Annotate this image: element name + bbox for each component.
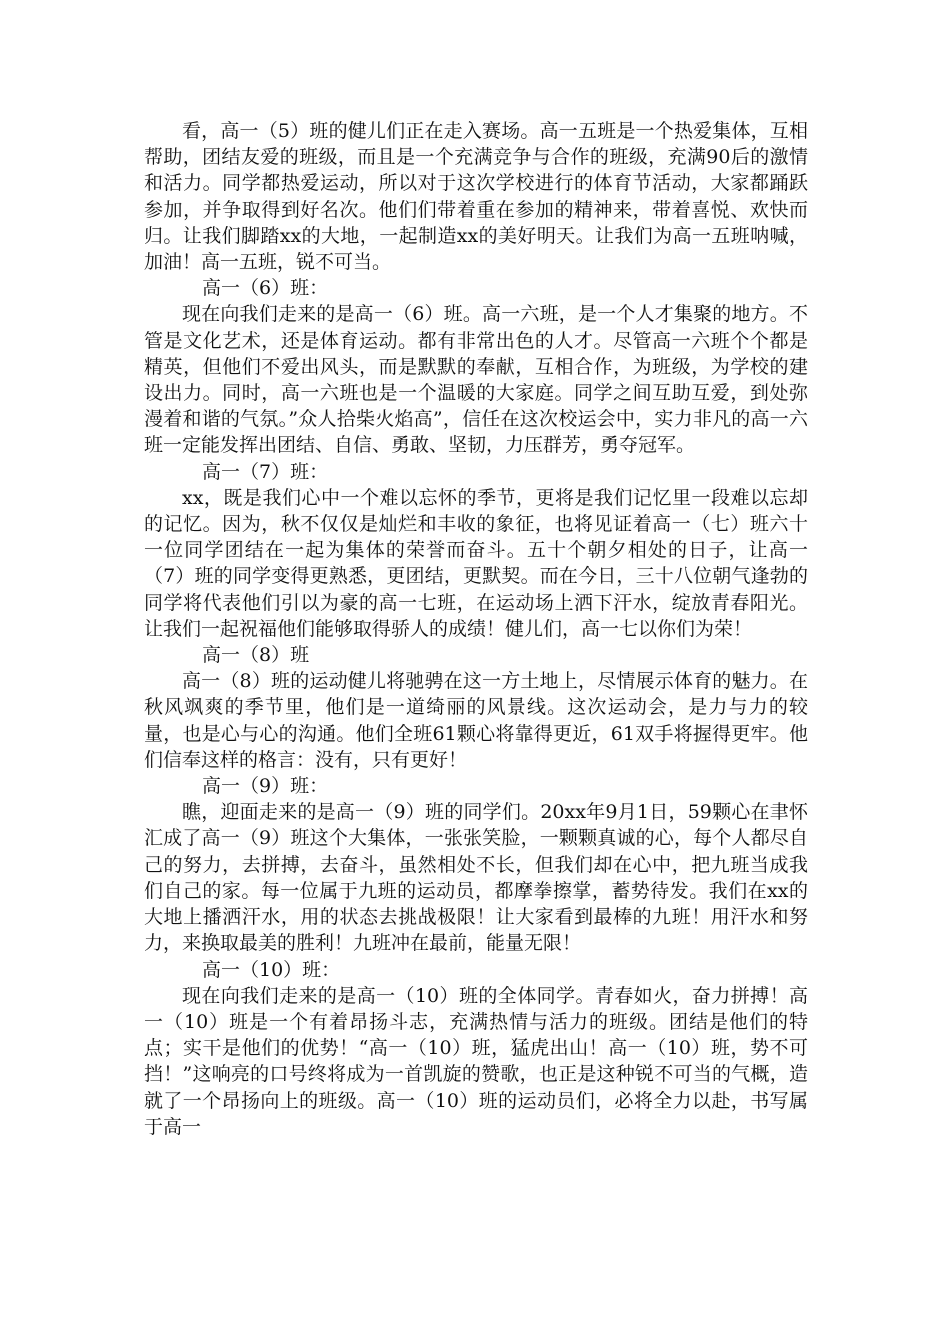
paragraph-class-9: 瞧，迎面走来的是高一（9）班的同学们。20xx年9月1日，59颗心在聿怀汇成了高一（9）班这个大集体，一张张笑脸，一颗颗真诚的心，每个人都尽自己的努力，去拼搏，去奋斗，虽然相处不长，但我们却在心中，把九班当成我们自己的家。每一位属于九班的运动员，都摩拳擦掌，蓄势待发。我们在xx的大地上播洒汗水，用的状态去挑战极限！让大家看到最棒的九班！用汗水和努力，来换取最美的胜利！九班冲在最前，能量无限！ — [144, 801, 808, 955]
heading-class-8: 高一（8）班 — [202, 644, 310, 667]
paragraph-class-5: 看，高一（5）班的健儿们正在走入赛场。高一五班是一个热爱集体，互相帮助，团结友爱的班级，而且是一个充满竞争与合作的班级，充满90后的激情和活力。同学都热爱运动，所以对于这次学校进行的体育节活动，大家都踊跃参加，并争取得到好名次。他们们带着重在参加的精神来，带着喜悦、欢快而归。让我们脚踏xx的大地，一起制造xx的美好明天。让我们为高一五班呐喊，加油！高一五班，锐不可当。 — [144, 120, 808, 274]
heading-class-6: 高一（6）班： — [202, 277, 329, 300]
document-body — [144, 118, 808, 1140]
heading-class-9: 高一（9）班： — [202, 775, 329, 798]
paragraph-class-10: 现在向我们走来的是高一（10）班的全体同学。青春如火，奋力拼搏！高一（10）班是一个有着昂扬斗志，充满热情与活力的班级。团结是他们的特点；实干是他们的优势！“高一（10）班，猛虎出山！高一（10）班，势不可挡！”这响亮的口号终将成为一首凯旋的赞歌，也正是这种锐不可当的气概，造就了一个昂扬向上的班级。高一（10）班的运动员们，必将全力以赴，书写属于高一 — [144, 984, 808, 1138]
paragraph-class-6: 现在向我们走来的是高一（6）班。高一六班，是一个人才集聚的地方。不管是文化艺术，还是体育运动。都有非常出色的人才。尽管高一六班个个都是精英，但他们不爱出风头，而是默默的奉献，互相合作，为班级，为学校的建设出力。同时，高一六班也是一个温暖的大家庭。同学之间互助互爱，到处弥漫着和谐的气氛。”众人拾柴火焰高”，信任在这次校运会中，实力非凡的高一六班一定能发挥出团结、自信、勇敢、坚韧，力压群芳，勇夺冠军。 — [144, 303, 808, 457]
paragraph-class-8: 高一（8）班的运动健儿将驰骋在这一方土地上，尽情展示体育的魅力。在秋风飒爽的季节里，他们是一道绮丽的风景线。这次运动会，是力与力的较量，也是心与心的沟通。他们全班61颗心将靠得更近，61双手将握得更牢。他们信奉这样的格言：没有，只有更好！ — [144, 670, 808, 771]
heading-class-10: 高一（10）班： — [202, 958, 341, 981]
heading-class-7: 高一（7）班： — [202, 460, 329, 483]
paragraph-class-7: xx，既是我们心中一个难以忘怀的季节，更将是我们记忆里一段难以忘却的记忆。因为，秋不仅仅是灿烂和丰收的象征，也将见证着高一（七）班六十一位同学团结在一起为集体的荣誉而奋斗。五十个朝夕相处的日子，让高一（7）班的同学变得更熟悉，更团结，更默契。而在今日，三十八位朝气逢勃的同学将代表他们引以为豪的高一七班，在运动场上洒下汗水，绽放青春阳光。让我们一起祝福他们能够取得骄人的成绩！健儿们，高一七以你们为荣！ — [144, 486, 808, 640]
